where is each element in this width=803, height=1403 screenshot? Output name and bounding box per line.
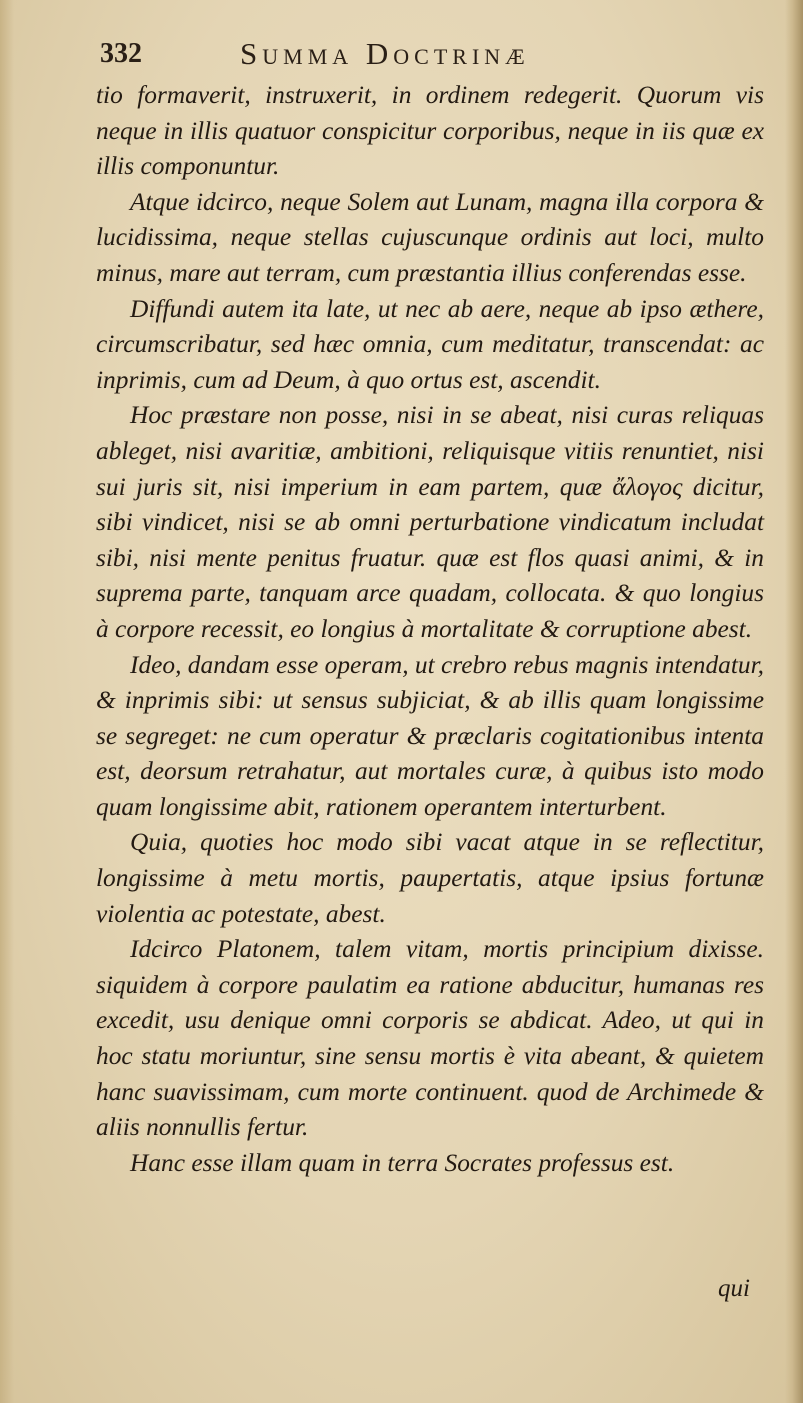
catchword: qui — [718, 1275, 750, 1302]
paragraph: Ideo, dandam esse operam, ut crebro rebus magnis intendatur, & inprimis sibi: ut sensus subjiciat, & ab illis quam longissime se segreget: ne cum operatur & præclaris cogitationibus intenta est, deorsum retrahatur, aut mortales curæ, à quibus isto modo quam longissime abit, rationem operantem interturbent. — [96, 650, 764, 821]
paragraph: Hoc præstare non posse, nisi in se abeat, nisi curas reliquas ableget, nisi avaritiæ, ambitioni, reliquisque vitiis renuntiet, nisi sui juris sit, nisi imperium in eam partem, quæ ἄλογος dicitur, sibi vindicet, nisi se ab omni perturbatione vindicatum includat sibi, nisi mente penitus fruatur. quæ est flos quasi animi, & in suprema parte, tanquam arce quadam, collocata. & quo longius à corpore recessit, eo longius à mortalitate & corruptione abest. — [96, 401, 764, 643]
page-edge-shadow — [785, 0, 803, 1403]
body-text — [96, 78, 764, 1181]
paragraph: Quia, quoties hoc modo sibi vacat atque in se reflectitur, longissime à metu mortis, paupertatis, atque ipsius fortunæ violentia ac potestate, abest. — [96, 828, 764, 928]
paragraph: tio formaverit, instruxerit, in ordinem redegerit. Quorum vis neque in illis quatuor conspicitur corporibus, neque in iis quæ ex illis componuntur. — [96, 81, 764, 181]
paragraph: Diffundi autem ita late, ut nec ab aere, neque ab ipso æthere, circumscribatur, sed hæc omnia, cum meditatur, transcendat: ac inprimis, cum ad Deum, à quo ortus est, ascendit. — [96, 294, 764, 394]
paragraph: Idcirco Platonem, talem vitam, mortis principium dixisse. siquidem à corpore paulatim ea ratione abducitur, humanas res excedit, usu denique omni corporis se abdicat. Adeo, ut qui in hoc statu moriuntur, sine sensu mortis è vita abeant, & quietem hanc suavissimam, cum morte continuent. quod de Archimede & aliis nonnullis fertur. — [96, 935, 764, 1142]
page-number: 332 — [100, 38, 142, 69]
page-gutter-shadow — [0, 0, 14, 1403]
paragraph: Atque idcirco, neque Solem aut Lunam, magna illa corpora & lucidissima, neque stellas cujuscunque ordinis aut loci, multo minus, mare aut terram, cum præstantia illius conferendas esse. — [96, 187, 764, 287]
paragraph: Hanc esse illam quam in terra Socrates professus est. — [130, 1148, 675, 1177]
running-title: Summa Doctrinæ — [240, 36, 530, 71]
running-header — [100, 36, 760, 76]
